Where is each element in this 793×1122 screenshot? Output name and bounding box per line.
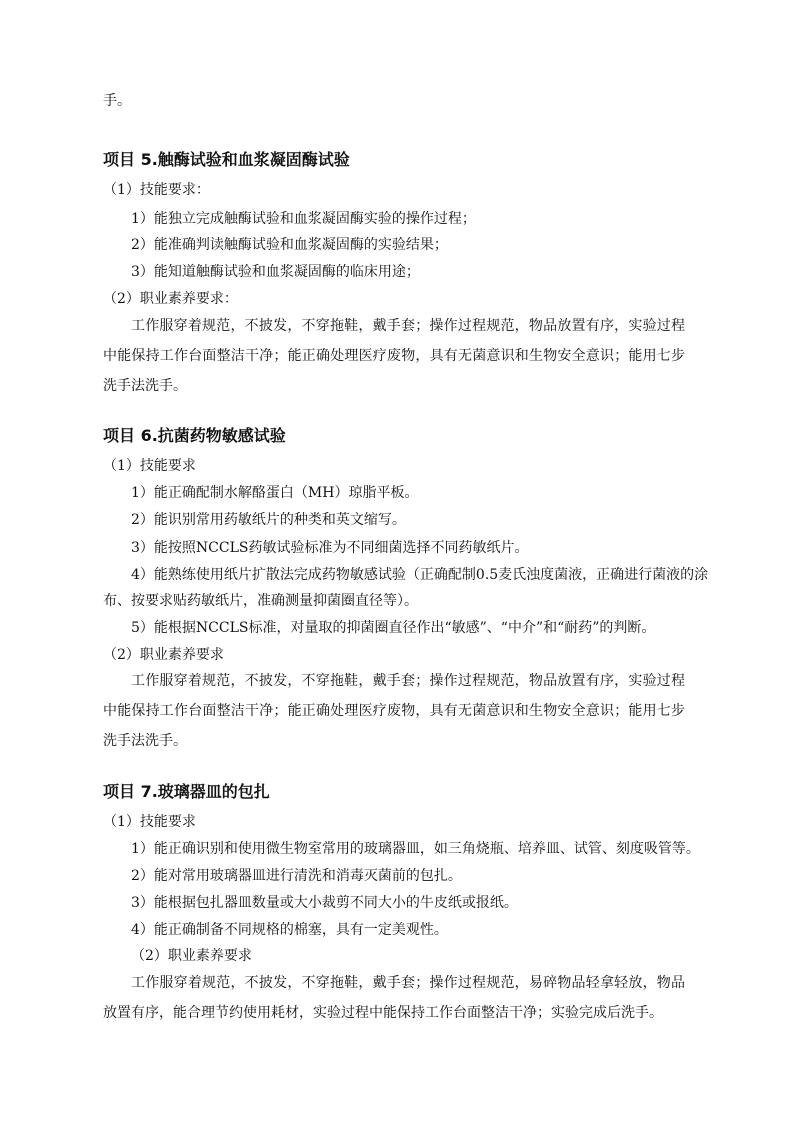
section-6-skill-label: （1）技能要求: [103, 458, 196, 474]
section-5-quality-label: （2）职业素养要求：: [103, 291, 238, 307]
section-7-skill-label: （1）技能要求: [103, 814, 196, 830]
section-5-heading: 项目 5.触酶试验和血浆凝固酶试验: [103, 150, 350, 169]
section-7-heading: 项目 7.玻璃器皿的包扎: [103, 782, 270, 801]
section-6-skill-item: 3）能按照NCCLS药敏试验标准为不同细菌选择不同药敏纸片。: [131, 540, 529, 556]
section-5-skill-item: 2）能准确判读触酶试验和血浆凝固酶的实验结果；: [131, 237, 448, 253]
section-6-quality-text: 工作服穿着规范，不披发，不穿拖鞋，戴手套；操作过程规范，物品放置有序，实验过程中能保持工作台面整洁干净；能正确处理医疗废物，具有无菌意识和生物安全意识；能用七步洗手法洗手。: [103, 673, 685, 749]
section-6-skill-item: 5）能根据NCCLS标准，对量取的抑菌圈直径作出“敏感”、“中介”和“耐药”的判断。: [131, 620, 656, 636]
section-7-skill-item: 1）能正确识别和使用微生物室常用的玻璃器皿，如三角烧瓶、培养皿、试管、刻度吸管等。: [131, 841, 700, 857]
section-7-quality-label: （2）职业素养要求: [131, 948, 252, 964]
section-7-quality-text: 工作服穿着规范，不披发，不穿拖鞋，戴手套；操作过程规范，易碎物品轻拿轻放，物品放置有序，能合理节约使用耗材，实验过程中能保持工作台面整洁干净；实验完成后洗手。: [103, 975, 685, 1021]
section-7-skill-item: 2）能对常用玻璃器皿进行清洗和消毒灭菌前的包扎。: [131, 868, 462, 884]
lead-text: 手。: [103, 93, 131, 109]
section-6-skill-item: 布、按要求贴药敏纸片，准确测量抑菌圈直径等）。: [103, 593, 418, 609]
section-6-skill-item: 4）能熟练使用纸片扩散法完成药物敏感试验（正确配制0.5麦氏浊度菌液，正确进行菌液的涂: [131, 567, 709, 583]
section-7-skill-item: 4）能正确制备不同规格的棉塞，具有一定美观性。: [131, 922, 448, 938]
section-7-skill-item: 3）能根据包扎器皿数量或大小裁剪不同大小的牛皮纸或报纸。: [131, 895, 518, 911]
section-5-skill-label: （1）技能要求：: [103, 182, 210, 198]
section-5-skill-item: 1）能独立完成触酶试验和血浆凝固酶实验的操作过程；: [131, 211, 476, 227]
section-5-skill-item: 3）能知道触酶试验和血浆凝固酶的临床用途；: [131, 264, 420, 280]
section-6-skill-item: 1）能正确配制水解酪蛋白（MH）琼脂平板。: [131, 485, 419, 501]
section-6-heading: 项目 6.抗菌药物敏感试验: [103, 426, 286, 445]
section-6-skill-item: 2）能识别常用药敏纸片的种类和英文缩写。: [131, 512, 406, 528]
section-6-quality-label: （2）职业素养要求: [103, 647, 224, 663]
section-5-quality-text: 工作服穿着规范，不披发，不穿拖鞋，戴手套；操作过程规范，物品放置有序，实验过程中能保持工作台面整洁干净；能正确处理医疗废物，具有无菌意识和生物安全意识；能用七步洗手法洗手。: [103, 318, 685, 394]
